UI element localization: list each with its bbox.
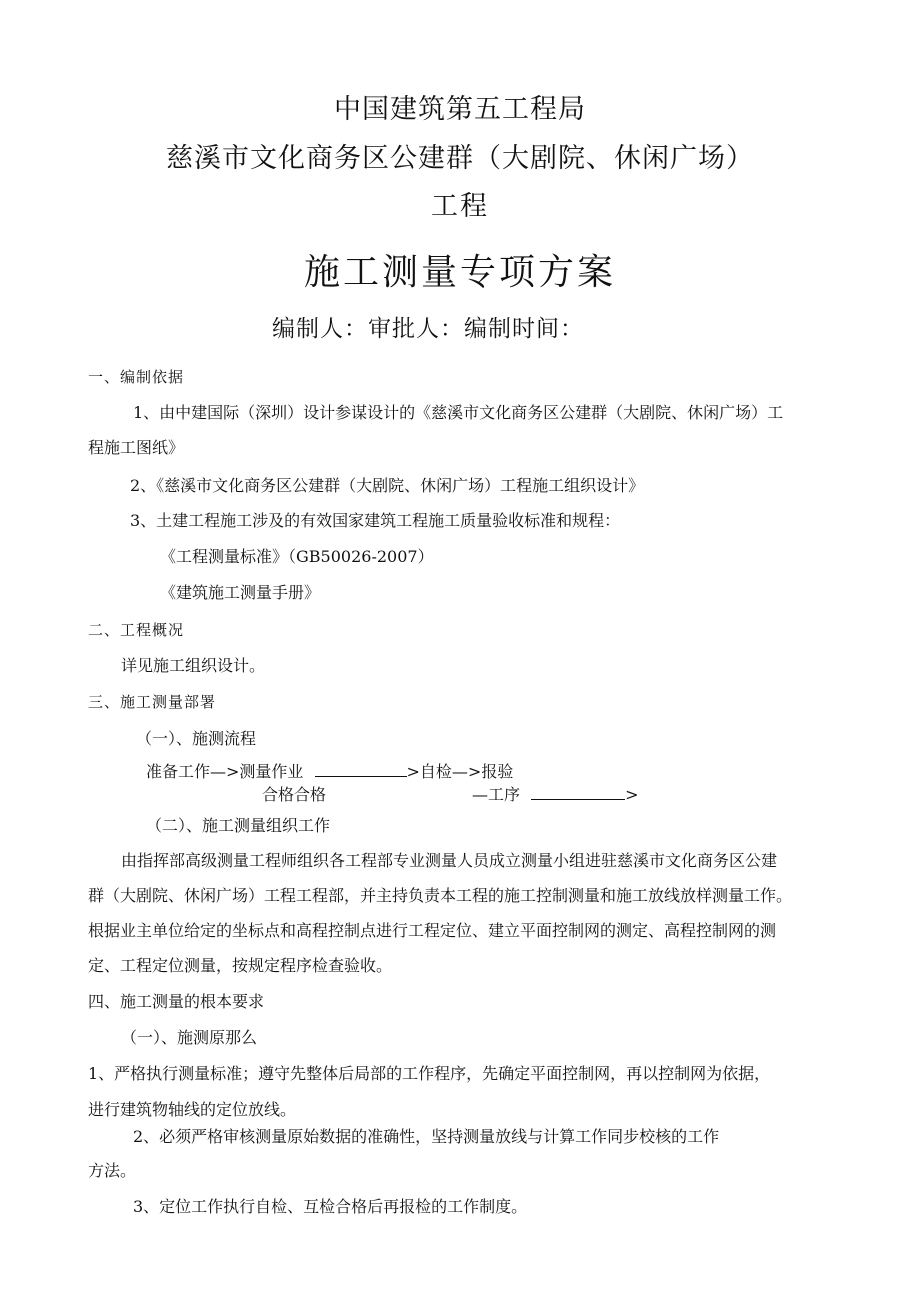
section3-sub2: （二）、施工测量组织工作	[146, 816, 331, 835]
flow-line-bottom	[472, 787, 639, 803]
section4-rule2-line2: 方法。	[88, 1161, 137, 1180]
section3-para-line2: 群（大剧院、休闲广场）工程工程部，并主持负责本工程的施工控制测量和施工放线放样测量工作。	[88, 886, 793, 905]
flow-line-top	[146, 764, 513, 780]
section2-heading: 二、工程概况	[88, 621, 185, 639]
section3-sub1: （一）、施测流程	[136, 729, 257, 748]
title-project-suffix: 工程	[431, 191, 489, 222]
section1-item1-line2: 程施工图纸》	[88, 438, 185, 457]
section3-para-line1: 由指挥部高级测量工程师组织各工程部专业测量人员成立测量小组进驻慈溪市文化商务区公建	[121, 851, 778, 870]
flow-blank-2	[531, 787, 625, 800]
flow-arrow: >	[625, 785, 639, 804]
flow-start: 准备工作—>测量作业	[146, 762, 304, 781]
section1-item1-line1: 1、由中建国际（深圳）设计参谋设计的《慈溪市文化商务区公建群（大剧院、休闲广场）工	[133, 403, 784, 422]
title-project-name: 慈溪市文化商务区公建群（大剧院、休闲广场）	[166, 143, 754, 174]
section3-para-line3: 根据业主单位给定的坐标点和高程控制点进行工程定位、建立平面控制网的测定、高程控制网的测	[88, 921, 777, 940]
section4-rule1-line2: 进行建筑物轴线的定位放线。	[88, 1100, 297, 1119]
section2-text: 详见施工组织设计。	[121, 656, 266, 675]
section1-item3: 3、土建工程施工涉及的有效国家建筑工程施工质量验收标准和规程：	[130, 511, 621, 530]
section1-heading: 一、编制依据	[88, 368, 185, 386]
flow-blank-1	[315, 764, 407, 777]
sign-line: 编制人：审批人：编制时间：	[272, 316, 584, 342]
section4-sub1: （一）、施测原那么	[121, 1028, 258, 1047]
flow-process: —工序	[472, 785, 521, 804]
section4-rule1-line1: 1、严格执行测量标准；遵守先整体后局部的工作程序，先确定平面控制网，再以控制网为依据，	[88, 1064, 771, 1083]
flow-check: >自检—>报验	[406, 762, 514, 781]
main-title: 施工测量专项方案	[303, 252, 616, 293]
section3-para-line4: 定、工程定位测量，按规定程序检查验收。	[88, 956, 393, 975]
section1-standard1: 《工程测量标准》（GB50026-2007）	[160, 547, 434, 566]
title-company: 中国建筑第五工程局	[334, 94, 586, 125]
section4-heading: 四、施工测量的根本要求	[88, 992, 265, 1011]
section1-standard2: 《建筑施工测量手册》	[160, 583, 321, 602]
section1-item2: 2、《慈溪市文化商务区公建群（大剧院、休闲广场）工程施工组织设计》	[130, 476, 645, 495]
section3-heading: 三、施工测量部署	[88, 693, 217, 711]
flow-qualified-labels: 合格合格	[262, 785, 327, 804]
section4-rule3: 3、定位工作执行自检、互检合格后再报检的工作制度。	[133, 1197, 528, 1216]
section4-rule2-line1: 2、必须严格审核测量原始数据的准确性，坚持测量放线与计算工作同步校核的工作	[133, 1127, 720, 1146]
